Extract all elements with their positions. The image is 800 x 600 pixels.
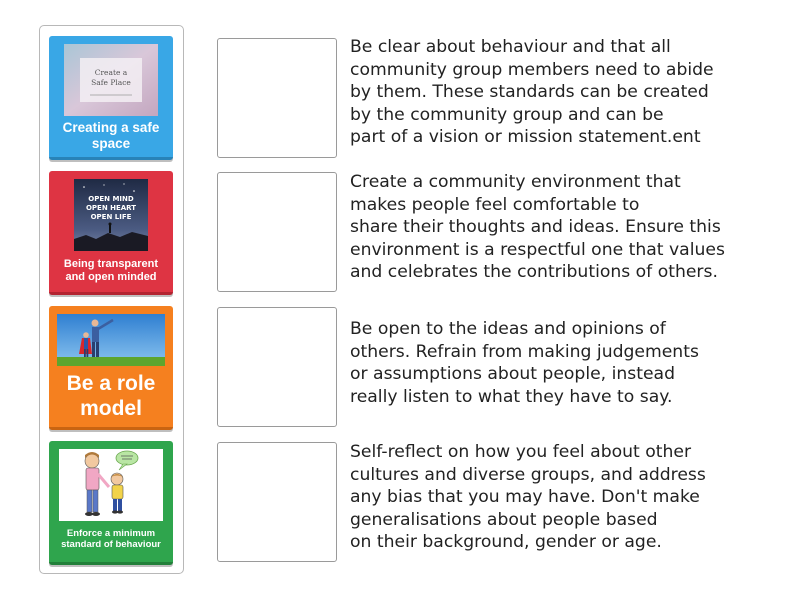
- draggable-card-minimum-standard[interactable]: [49, 441, 173, 565]
- drop-zone-4[interactable]: [217, 442, 337, 562]
- open-heart-text: OPEN HEART: [85, 204, 137, 212]
- card-caption: Enforce a minimum standard of behaviour: [61, 528, 161, 550]
- safe-place-image: [64, 44, 158, 116]
- description-4: Self-reflect on how you feel about other cultures and diverse groups, and address any bias that you may have. Don't make generalisations about people based on their background, gender or age.: [350, 442, 706, 553]
- description-3: Be open to the ideas and opinions of others. Refrain from making judgements or assumptions about people, instead really listen to what they have to say.: [350, 319, 699, 407]
- card-caption: Creating a safe space: [62, 120, 160, 151]
- open-mind-image: [74, 179, 148, 251]
- card-caption: Be a role model: [66, 372, 156, 420]
- open-mind-text: OPEN MIND: [88, 195, 134, 203]
- role-model-image: [57, 314, 165, 366]
- open-life-text: OPEN LIFE: [90, 213, 132, 221]
- drop-zone-1[interactable]: [217, 38, 337, 158]
- description-1: Be clear about behaviour and that all community group members need to abide by them. These standards can be created by the community group and can be part of a vision or mission statement.ent: [350, 37, 714, 148]
- draggable-card-safe-space[interactable]: [49, 36, 173, 160]
- safe-place-text-1: Create a: [94, 68, 128, 77]
- drop-zone-2[interactable]: [217, 172, 337, 292]
- card-caption: Being transparent and open minded: [63, 258, 159, 283]
- draggable-card-open-minded[interactable]: [49, 171, 173, 295]
- safe-place-text-2: Safe Place: [91, 78, 131, 87]
- adult-child-cartoon-image: [59, 449, 163, 521]
- description-2: Create a community environment that makes people feel comfortable to share their thoughts and ideas. Ensure this environment is a respectful one that values and celebrates the contributions of others.: [350, 172, 725, 283]
- drop-zone-3[interactable]: [217, 307, 337, 427]
- draggable-card-role-model[interactable]: [49, 306, 173, 430]
